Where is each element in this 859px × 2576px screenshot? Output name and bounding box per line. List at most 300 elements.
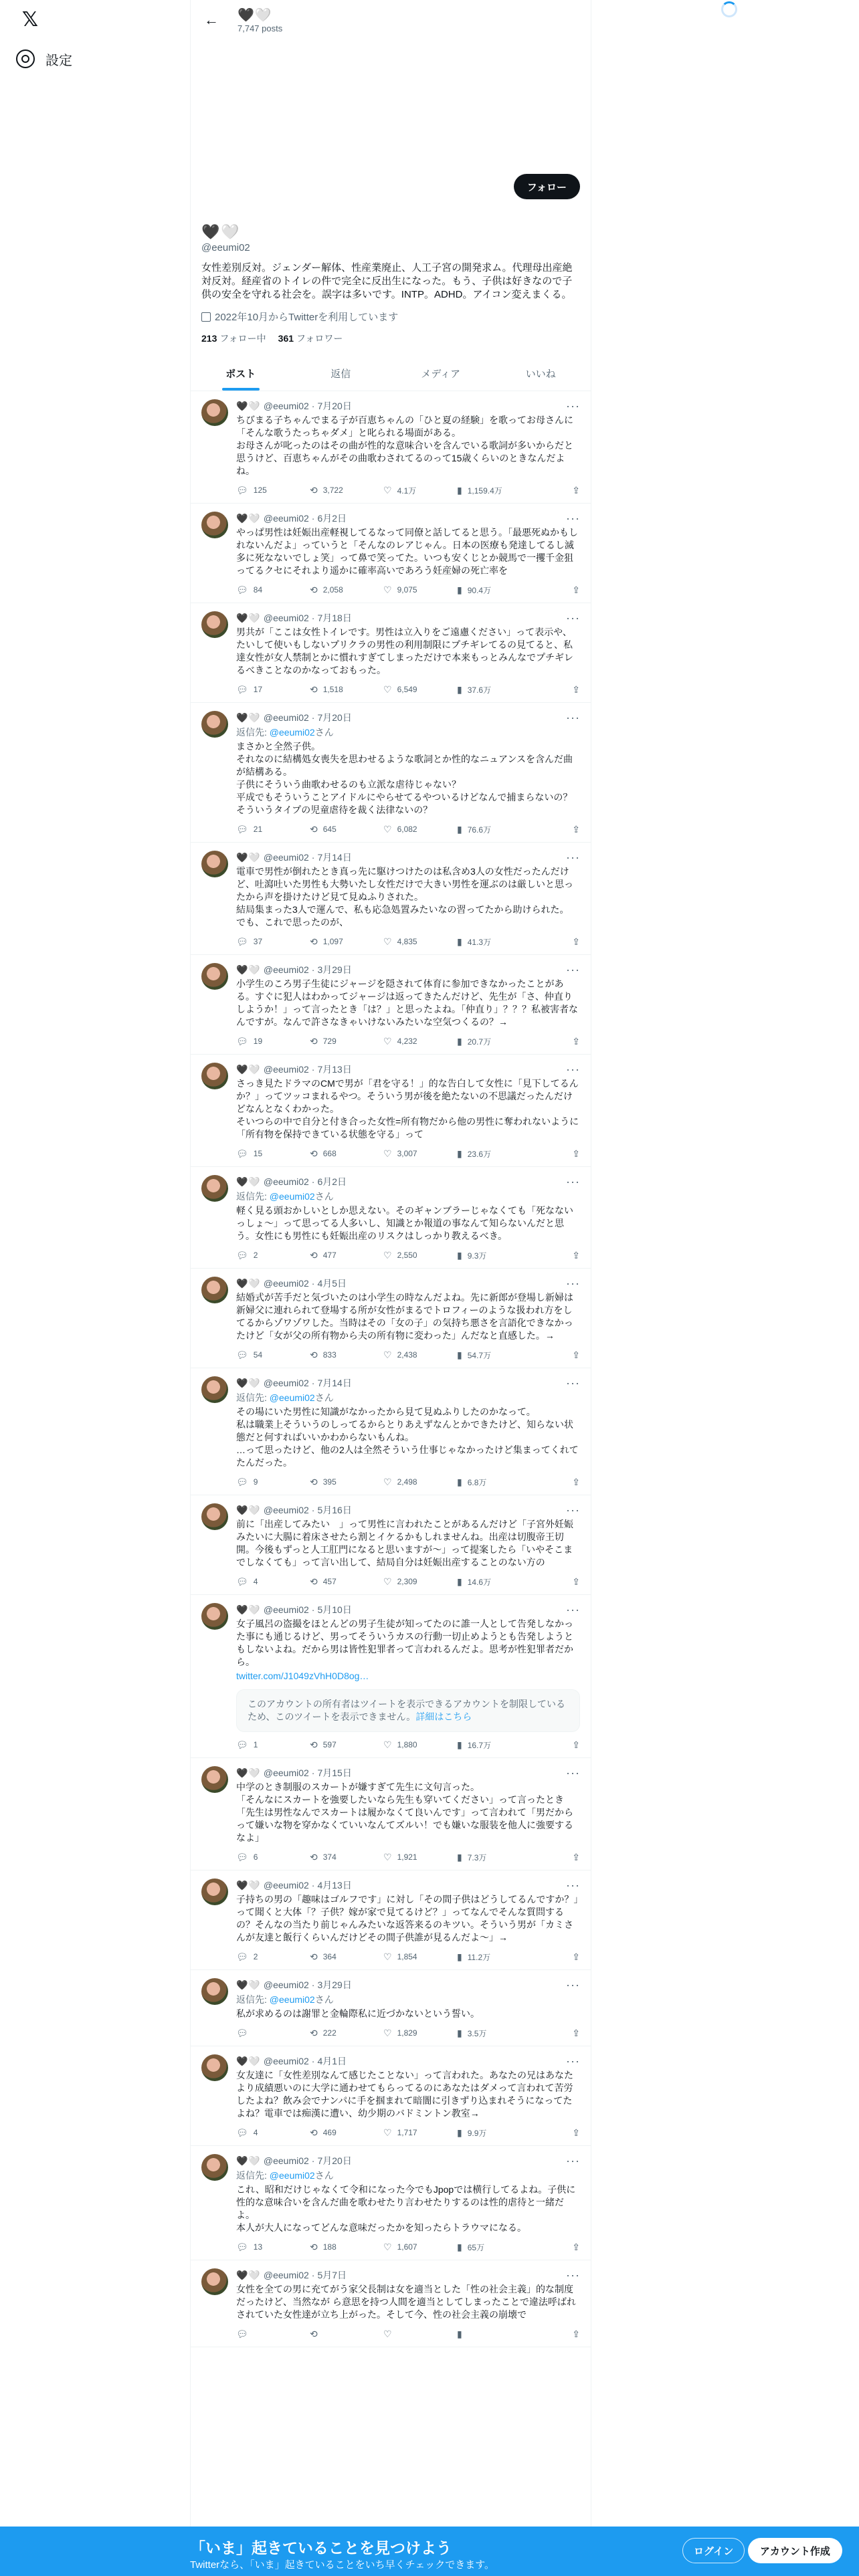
more-options-icon[interactable]: ···: [566, 511, 580, 525]
like-button[interactable]: ♡ 2,438: [383, 1349, 417, 1360]
login-button[interactable]: ログイン: [682, 2538, 745, 2563]
like-button[interactable]: ♡ 2,498: [383, 1476, 417, 1487]
profile-head: [191, 174, 591, 223]
views-button[interactable]: ▮ 9.3万: [457, 1249, 487, 1261]
tweet-date[interactable]: 7月15日: [317, 1767, 352, 1778]
share-icon[interactable]: ⇪: [572, 936, 580, 947]
tweet-author-handle[interactable]: @eeumi02: [263, 852, 309, 863]
avatar[interactable]: [201, 2268, 228, 2295]
like-button[interactable]: ♡ 3,007: [383, 1148, 417, 1159]
repost-icon: ⟲: [310, 1576, 318, 1587]
tweet-dot-separator: ·: [311, 2155, 315, 2166]
tweet-author-name[interactable]: 🖤🤍: [236, 1979, 261, 1990]
share-icon[interactable]: ⇪: [572, 2127, 580, 2138]
tweet-link[interactable]: twitter.com/J1049zVhH0D8og…: [236, 1671, 369, 1681]
tweet-date[interactable]: 4月13日: [317, 1880, 352, 1891]
repost-button[interactable]: ⟲ 833: [310, 1349, 337, 1360]
tweet-author-name[interactable]: 🖤🤍: [236, 400, 261, 411]
tweet-header: [236, 851, 580, 864]
more-options-icon[interactable]: ···: [566, 2268, 580, 2282]
more-options-icon[interactable]: ···: [566, 1276, 580, 1290]
tweet-author-name[interactable]: 🖤🤍: [236, 2055, 261, 2066]
reply-mention-link[interactable]: @eeumi02: [269, 1994, 315, 2005]
views-button[interactable]: ▮ 7.3万: [457, 1851, 487, 1862]
share-icon[interactable]: ⇪: [572, 1739, 580, 1750]
tweet-actions: [236, 1476, 580, 1488]
reply-mention-link[interactable]: @eeumi02: [269, 1392, 315, 1403]
tweet-date[interactable]: 7月18日: [317, 613, 352, 623]
more-options-icon[interactable]: ···: [566, 1878, 580, 1892]
tweet[interactable]: [191, 2146, 591, 2260]
like-button[interactable]: ♡ 1,880: [383, 1739, 417, 1750]
avatar[interactable]: [201, 1277, 228, 1303]
views-button[interactable]: ▮ 90.4万: [457, 584, 492, 595]
tweet-text: 子持ちの男の「趣味はゴルフです」に対し「その間子供はどうしてるんですか？」って聞くと大体「？子供？嫁が家で見てるけど？」ってなんでそんな質問するの？そんなの当たり前じゃんみたいな返答来るのキツい。そういう男が「カミさんが友達と飯行くらいんだけどその間子供誰が見るんだよ～」→: [236, 1894, 579, 1943]
heart-icon: ♡: [383, 1951, 392, 1962]
reply-button[interactable]: 💬︎ 6: [236, 1851, 258, 1862]
tweet-date[interactable]: 3月29日: [317, 964, 352, 975]
tweet-header: [236, 2268, 580, 2282]
reply-button[interactable]: 💬︎ 4: [236, 2127, 258, 2138]
avatar[interactable]: [201, 1978, 228, 2005]
analytics-icon: ▮: [457, 484, 462, 496]
share-icon[interactable]: ⇪: [572, 1951, 580, 1962]
more-options-icon[interactable]: ···: [566, 1977, 580, 1992]
heart-icon: ♡: [383, 1349, 392, 1360]
repost-button[interactable]: ⟲ 1,097: [310, 936, 343, 947]
repost-button[interactable]: ⟲ 469: [310, 2127, 337, 2138]
tweet[interactable]: [191, 504, 591, 603]
repost-icon: ⟲: [310, 484, 318, 496]
tweet-author-name[interactable]: 🖤🤍: [236, 1879, 261, 1891]
tweet-dot-separator: ·: [311, 1880, 315, 1891]
more-options-icon[interactable]: ···: [566, 2054, 580, 2068]
tweet-author-name[interactable]: 🖤🤍: [236, 1176, 261, 1187]
avatar[interactable]: [201, 1603, 228, 1630]
tweet-date[interactable]: 6月2日: [317, 1176, 347, 1187]
tweet[interactable]: [191, 1595, 591, 1758]
x-logo-icon[interactable]: 𝕏: [21, 8, 39, 31]
repost-icon: ⟲: [310, 584, 318, 595]
tweet-dot-separator: ·: [311, 513, 315, 524]
more-options-icon[interactable]: ···: [566, 1602, 580, 1616]
tweet-author-handle[interactable]: @eeumi02: [263, 1176, 309, 1187]
views-button[interactable]: ▮ 20.7万: [457, 1035, 492, 1047]
tweet-author-name[interactable]: 🖤🤍: [236, 1277, 261, 1289]
tweet-actions: [236, 1951, 580, 1963]
tweet-author-handle[interactable]: @eeumi02: [263, 1278, 309, 1289]
tweet-author-name[interactable]: 🖤🤍: [236, 712, 261, 723]
reply-button[interactable]: 💬︎ 9: [236, 1476, 258, 1487]
repost-icon: ⟲: [310, 1476, 318, 1487]
heart-icon: ♡: [383, 2127, 392, 2138]
tweet-date[interactable]: 7月14日: [317, 1378, 352, 1388]
more-options-icon[interactable]: ···: [566, 2153, 580, 2167]
repost-button[interactable]: ⟲ 457: [310, 1576, 337, 1587]
like-button[interactable]: ♡ 1,854: [383, 1951, 417, 1962]
tweet-date[interactable]: 7月20日: [317, 401, 352, 411]
like-button[interactable]: ♡ 1,607: [383, 2241, 417, 2252]
share-icon[interactable]: ⇪: [572, 2027, 580, 2038]
heart-icon: ♡: [383, 484, 392, 496]
avatar[interactable]: [201, 1376, 228, 1403]
tweet[interactable]: [191, 1758, 591, 1870]
tweet[interactable]: [191, 1870, 591, 1970]
reply-button[interactable]: 💬︎ 21: [236, 823, 263, 835]
tweet-author-handle[interactable]: @eeumi02: [263, 2155, 309, 2166]
tweet-author-handle[interactable]: @eeumi02: [263, 1378, 309, 1388]
tweet[interactable]: [191, 2260, 591, 2347]
repost-icon: ⟲: [310, 683, 318, 695]
repost-button[interactable]: ⟲ 729: [310, 1035, 337, 1047]
tweet-date[interactable]: 7月20日: [317, 2155, 352, 2166]
tweet-dot-separator: ·: [311, 1505, 315, 1515]
reply-button[interactable]: 💬︎ 2: [236, 1249, 258, 1261]
tweet-author-handle[interactable]: @eeumi02: [263, 964, 309, 975]
tweet-actions: [236, 683, 580, 695]
tweet-reply-to: 返信先: @eeumi02さん: [236, 1994, 334, 2005]
like-button[interactable]: ♡ 2,550: [383, 1249, 417, 1261]
tweet-header: [236, 1063, 580, 1076]
repost-button[interactable]: ⟲ 1,518: [310, 683, 343, 695]
tweet-author-handle[interactable]: @eeumi02: [263, 2270, 309, 2280]
tweet-reply-to: 返信先: @eeumi02さん: [236, 727, 334, 738]
tweet-author-handle[interactable]: @eeumi02: [263, 1767, 309, 1778]
tweet-actions: [236, 1035, 580, 1047]
tweet-date[interactable]: 5月7日: [317, 2270, 347, 2280]
views-button[interactable]: ▮ 9.9万: [457, 2127, 487, 2138]
profile-joined: [201, 310, 580, 324]
share-icon[interactable]: ⇪: [572, 2328, 580, 2339]
repost-button[interactable]: ⟲ 668: [310, 1148, 337, 1159]
more-options-icon[interactable]: ···: [566, 1503, 580, 1517]
views-button[interactable]: ▮ 11.2万: [457, 1951, 491, 1962]
back-arrow-icon[interactable]: ←: [204, 11, 219, 28]
tweet-actions: [236, 1739, 580, 1751]
tweet-author-handle[interactable]: @eeumi02: [263, 712, 309, 723]
tweet-author-handle[interactable]: @eeumi02: [263, 1979, 309, 1990]
tweet-header: [236, 1376, 580, 1390]
avatar[interactable]: [201, 1063, 228, 1089]
more-options-icon[interactable]: ···: [566, 1174, 580, 1188]
share-icon[interactable]: ⇪: [572, 1576, 580, 1587]
tweet-body: [236, 512, 580, 596]
tweet-author-handle[interactable]: @eeumi02: [263, 1604, 309, 1615]
avatar[interactable]: [201, 611, 228, 638]
repost-button[interactable]: ⟲ 395: [310, 1476, 337, 1487]
share-icon[interactable]: ⇪: [572, 1476, 580, 1487]
reply-icon: 💬︎: [236, 1476, 248, 1487]
reply-mention-link[interactable]: @eeumi02: [269, 1191, 315, 1202]
tweet-date[interactable]: 7月14日: [317, 852, 352, 863]
reply-button[interactable]: 💬︎ 15: [236, 1148, 263, 1159]
views-button[interactable]: ▮ 23.6万: [457, 1148, 492, 1159]
tweet-author-handle[interactable]: @eeumi02: [263, 613, 309, 623]
like-button[interactable]: ♡ 4,835: [383, 936, 417, 947]
like-button[interactable]: [383, 2329, 457, 2340]
more-options-icon[interactable]: ···: [566, 611, 580, 625]
like-button[interactable]: ♡ 1,717: [383, 2127, 417, 2138]
heart-icon: ♡: [383, 936, 392, 947]
tweet-author-name[interactable]: 🖤🤍: [236, 1377, 261, 1388]
tweet[interactable]: [191, 1970, 591, 2046]
like-button[interactable]: ♡ 2,309: [383, 1576, 417, 1587]
like-button[interactable]: ♡ 6,549: [383, 683, 417, 695]
tweet-date[interactable]: 4月1日: [317, 2056, 347, 2066]
settings-label: 設定: [45, 53, 72, 68]
tweet-author-name[interactable]: 🖤🤍: [236, 2269, 261, 2280]
analytics-icon: ▮: [457, 936, 462, 947]
analytics-icon: ▮: [457, 1035, 462, 1047]
profile-tabs: [191, 356, 591, 391]
more-options-icon[interactable]: ···: [566, 1765, 580, 1780]
avatar[interactable]: [201, 711, 228, 738]
signup-banner: [0, 2527, 859, 2576]
tweet-author-handle[interactable]: @eeumi02: [263, 401, 309, 411]
avatar[interactable]: [201, 963, 228, 990]
tweet-header: [236, 963, 580, 976]
reply-icon: 💬︎: [236, 1951, 248, 1962]
tweet-header: [236, 2154, 580, 2167]
views-button[interactable]: [457, 2329, 531, 2340]
tab-posts[interactable]: ポスト: [191, 356, 291, 391]
tweet-actions: [236, 484, 580, 496]
tweet-dot-separator: ·: [311, 1604, 315, 1615]
repost-button[interactable]: ⟲ 477: [310, 1249, 337, 1261]
reply-icon: 💬︎: [236, 683, 248, 695]
heart-icon: ♡: [383, 1739, 392, 1750]
heart-icon: ♡: [383, 2241, 392, 2252]
analytics-icon: ▮: [457, 2328, 462, 2339]
tab-likes[interactable]: いいね: [525, 368, 556, 380]
tweet-header: [236, 1503, 580, 1517]
more-options-icon[interactable]: ···: [566, 850, 580, 864]
loading-spinner-icon: [721, 1, 737, 17]
more-options-icon[interactable]: ···: [566, 710, 580, 724]
share-icon[interactable]: ⇪: [572, 484, 580, 496]
tweet-body: [236, 851, 580, 948]
reply-button[interactable]: 💬︎ 1: [236, 1739, 258, 1750]
reply-mention-link[interactable]: @eeumi02: [269, 2170, 315, 2181]
tweet[interactable]: [191, 603, 591, 703]
tweet[interactable]: [191, 391, 591, 504]
tweet[interactable]: [191, 1269, 591, 1368]
tweet-actions: [236, 823, 580, 835]
views-button[interactable]: ▮ 54.7万: [457, 1349, 492, 1360]
tweet-author-name[interactable]: 🖤🤍: [236, 612, 261, 623]
repost-icon: ⟲: [310, 1851, 318, 1862]
repost-button[interactable]: ⟲ 597: [310, 1739, 337, 1750]
reply-button[interactable]: 💬︎ 19: [236, 1035, 263, 1047]
views-button[interactable]: ▮ 65万: [457, 2241, 485, 2252]
reply-button[interactable]: 💬︎ 17: [236, 683, 263, 695]
tweet-text: やっぱ男性は妊娠出産軽視してるなって同僚と話してると思う。「最悪死ぬかもしれないんだよ」っていうと「そんなのレアじゃん。日本の医療も発達してるし滅多に死なないでしょ笑」って鼻で笑ってた。いつも安くじとか競馬で一攫千金狙ってるクセにそれより遥かに確率高いであろう妊産婦の死亡率を: [236, 527, 578, 576]
tweet[interactable]: [191, 1055, 591, 1167]
reply-button[interactable]: [236, 2028, 310, 2039]
tweet-date[interactable]: 3月29日: [317, 1979, 352, 1990]
tab-replies[interactable]: 返信: [330, 368, 351, 380]
repost-button[interactable]: ⟲ 645: [310, 823, 337, 835]
tweet-date[interactable]: 5月16日: [317, 1505, 352, 1515]
tweet-text: 私が求めるのは謝罪と金輪際私に近づかないという誓い。: [236, 2008, 480, 2019]
views-button[interactable]: ▮ 41.3万: [457, 936, 492, 947]
tweet-author-name[interactable]: 🖤🤍: [236, 964, 261, 975]
share-icon[interactable]: ⇪: [572, 1148, 580, 1159]
tweet-date[interactable]: 7月20日: [317, 712, 352, 723]
repost-button[interactable]: [310, 2329, 383, 2340]
reply-icon: 💬︎: [236, 1148, 248, 1159]
views-button[interactable]: ▮ 1,159.4万: [457, 484, 502, 496]
tweet-author-name[interactable]: 🖤🤍: [236, 512, 261, 524]
reply-icon: 💬︎: [236, 584, 248, 595]
tweet-author-name[interactable]: 🖤🤍: [236, 1504, 261, 1515]
tweet-actions: [236, 584, 580, 596]
tweet-actions: [236, 936, 580, 948]
views-button[interactable]: ▮ 3.5万: [457, 2027, 487, 2038]
tweet-body: [236, 963, 580, 1047]
share-icon[interactable]: ⇪: [572, 823, 580, 835]
tweet-body: [236, 1603, 580, 1751]
reply-button[interactable]: 💬︎ 37: [236, 936, 263, 947]
heart-icon: ♡: [383, 1249, 392, 1261]
tweet-author-name[interactable]: 🖤🤍: [236, 2155, 261, 2166]
tweet-header: [236, 1766, 580, 1780]
views-button[interactable]: ▮ 37.6万: [457, 683, 492, 695]
repost-button[interactable]: ⟲ 374: [310, 1851, 337, 1862]
like-button[interactable]: ♡ 1,829: [383, 2027, 417, 2038]
tweet-body: [236, 2154, 580, 2253]
share-icon[interactable]: ⇪: [572, 584, 580, 595]
views-button[interactable]: ▮ 16.7万: [457, 1739, 492, 1750]
top-bar-title: [237, 7, 282, 33]
analytics-icon: ▮: [457, 683, 462, 695]
profile-joined-text: 2022年10月からTwitterを利用しています: [215, 312, 399, 323]
avatar[interactable]: [201, 1175, 228, 1202]
heart-icon: ♡: [383, 1851, 392, 1862]
tweet[interactable]: [191, 843, 591, 955]
views-button[interactable]: ▮ 14.6万: [457, 1576, 492, 1587]
share-icon[interactable]: ⇪: [572, 2241, 580, 2252]
tweet-header: [236, 1978, 580, 1992]
tweet[interactable]: [191, 1495, 591, 1595]
like-button[interactable]: ♡ 6,082: [383, 823, 417, 835]
share-icon[interactable]: ⇪: [572, 1035, 580, 1047]
repost-button[interactable]: ⟲ 3,722: [310, 484, 343, 496]
avatar[interactable]: [201, 512, 228, 538]
tweet[interactable]: [191, 955, 591, 1055]
repost-button[interactable]: ⟲ 188: [310, 2241, 337, 2252]
tweet-dot-separator: ·: [311, 2270, 315, 2280]
views-button[interactable]: ▮ 6.8万: [457, 1476, 487, 1487]
like-button[interactable]: ♡ 9,075: [383, 584, 417, 595]
more-options-icon[interactable]: ···: [566, 962, 580, 976]
tweet-date[interactable]: 4月5日: [317, 1278, 347, 1289]
share-icon[interactable]: ⇪: [572, 1349, 580, 1360]
tweet-author-handle[interactable]: @eeumi02: [263, 1064, 309, 1075]
tweet-dot-separator: ·: [311, 1278, 315, 1289]
reply-icon: 💬︎: [236, 1739, 248, 1750]
tweet-header: [236, 2054, 580, 2068]
tweet[interactable]: [191, 703, 591, 843]
tweet-actions: [236, 1349, 580, 1361]
like-button[interactable]: ♡ 1,921: [383, 1851, 417, 1862]
tweet-author-handle[interactable]: @eeumi02: [263, 513, 309, 524]
tweet-text: 軽く見る頭おかしいとしか思えない。そのギャンブラーじゃなくても「死なないっしょ〜」って思ってる人多いし、知識とか報道の事なんて知らないんだと思う。女性にも男性にも妊娠出産のリスクはしっかり教えるべき。: [236, 1205, 573, 1241]
reply-icon: 💬︎: [236, 823, 248, 835]
analytics-icon: ▮: [457, 1576, 462, 1587]
followers-link[interactable]: 361 フォロワー: [278, 333, 343, 344]
reply-button[interactable]: 💬︎ 13: [236, 2241, 263, 2252]
follow-button[interactable]: フォロー: [514, 174, 580, 199]
reply-icon: 💬︎: [236, 1851, 248, 1862]
learn-more-link[interactable]: 詳細はこちら: [415, 1711, 472, 1722]
tweet-reply-to: 返信先: @eeumi02さん: [236, 1191, 334, 1202]
tweet[interactable]: [191, 1368, 591, 1495]
tweet-author-name[interactable]: 🖤🤍: [236, 1767, 261, 1778]
reply-button[interactable]: 💬︎ 4: [236, 1576, 258, 1587]
settings-link[interactable]: [16, 45, 72, 72]
share-icon[interactable]: ⇪: [572, 1851, 580, 1862]
avatar[interactable]: [201, 2054, 228, 2081]
reply-icon: 💬︎: [236, 2127, 248, 2138]
reply-button[interactable]: 💬︎ 125: [236, 484, 267, 496]
tab-media[interactable]: メディア: [421, 368, 461, 380]
tweet-author-handle[interactable]: @eeumi02: [263, 1505, 309, 1515]
following-link[interactable]: 213 フォロー中: [201, 333, 266, 344]
avatar[interactable]: [201, 2154, 228, 2181]
tweet-author-handle[interactable]: @eeumi02: [263, 2056, 309, 2066]
repost-button[interactable]: ⟲ 2,058: [310, 584, 343, 595]
repost-button[interactable]: ⟲ 364: [310, 1951, 337, 1962]
views-button[interactable]: ▮ 76.6万: [457, 823, 492, 835]
reply-button[interactable]: 💬︎ 2: [236, 1951, 258, 1962]
analytics-icon: ▮: [457, 1249, 462, 1261]
avatar[interactable]: [201, 1879, 228, 1905]
like-button[interactable]: ♡ 4,232: [383, 1035, 417, 1047]
share-icon[interactable]: ⇪: [572, 683, 580, 695]
tweet[interactable]: [191, 2046, 591, 2146]
analytics-icon: ▮: [457, 1951, 462, 1962]
tweet-author-name[interactable]: 🖤🤍: [236, 1063, 261, 1075]
tweet-author-handle[interactable]: @eeumi02: [263, 1880, 309, 1891]
avatar[interactable]: [201, 1766, 228, 1793]
avatar[interactable]: [201, 851, 228, 877]
more-options-icon[interactable]: ···: [566, 399, 580, 413]
tweet-author-name[interactable]: 🖤🤍: [236, 1604, 261, 1615]
more-options-icon[interactable]: ···: [566, 1376, 580, 1390]
tweet-date[interactable]: 7月13日: [317, 1064, 352, 1075]
reply-button[interactable]: [236, 2329, 310, 2340]
tweet-header: [236, 1603, 580, 1616]
repost-button[interactable]: ⟲ 222: [310, 2027, 337, 2038]
tweet[interactable]: [191, 1167, 591, 1269]
tweet-date[interactable]: 6月2日: [317, 513, 347, 524]
tweet-body: [236, 1766, 580, 1863]
avatar[interactable]: [201, 399, 228, 426]
share-icon[interactable]: ⇪: [572, 1249, 580, 1261]
more-options-icon[interactable]: ···: [566, 1062, 580, 1076]
reply-mention-link[interactable]: @eeumi02: [269, 727, 315, 738]
avatar[interactable]: [201, 1503, 228, 1530]
signup-button[interactable]: アカウント作成: [748, 2538, 842, 2563]
reply-button[interactable]: 💬︎ 84: [236, 584, 263, 595]
tweet-date[interactable]: 5月10日: [317, 1604, 352, 1615]
tweet-author-name[interactable]: 🖤🤍: [236, 851, 261, 863]
analytics-icon: ▮: [457, 1739, 462, 1750]
like-button[interactable]: ♡ 4.1万: [383, 484, 417, 496]
tweet-actions: [236, 1576, 580, 1588]
reply-button[interactable]: 💬︎ 54: [236, 1349, 263, 1360]
